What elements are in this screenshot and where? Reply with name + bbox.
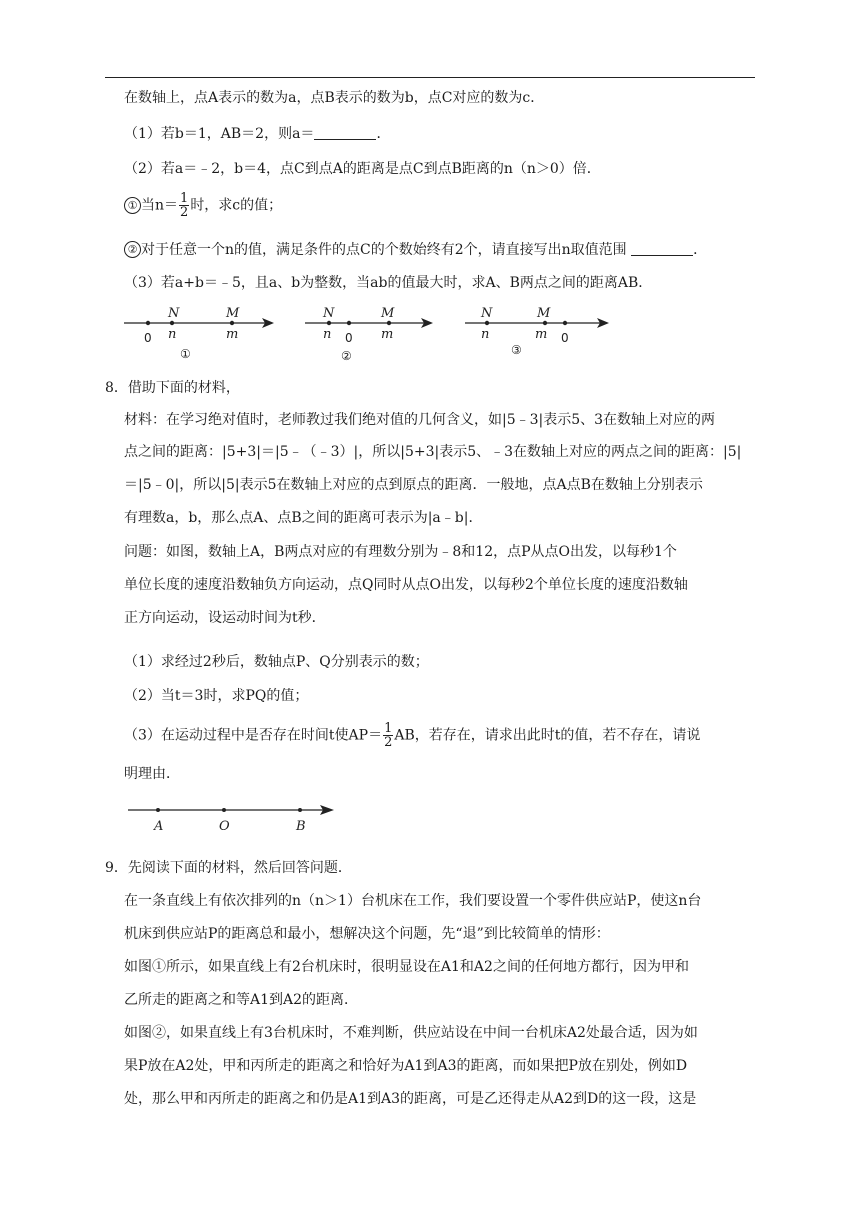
tick-0: 0 xyxy=(345,331,353,345)
circled-one: ① xyxy=(124,197,141,214)
p7-q2-1: ① 当n＝ $\frac{1}{2}$ 时，求c的值； xyxy=(124,192,282,219)
header-rule xyxy=(105,77,755,78)
p7-q2-2: ② 对于任意一个n的值，满足条件的点C的个数始终有2个，请直接写出n取值范围 ． xyxy=(124,240,707,260)
tick-n: n xyxy=(323,327,332,342)
label-A: A xyxy=(154,819,164,834)
label-M: M xyxy=(537,306,551,321)
answer-blank[interactable] xyxy=(631,241,693,256)
label-M: M xyxy=(226,306,240,321)
p9-line-5: 如图②，如果直线上有3台机床时，不难判断，供应站设在中间一台机床A2处最合适，因为如 xyxy=(124,1025,698,1041)
number-line-figure-AOB xyxy=(124,800,344,840)
p8-q3: （3）在运动过程中是否存在时间t使AP＝ $\frac{1}{2}$ AB，若存在，请求出此时t的值，若不存在，请说 xyxy=(124,721,701,750)
p8-material-1: 材料：在学习绝对值时，老师教过我们绝对值的几何含义，如|5﹣3|表示5、3在数轴上对应的两 xyxy=(124,412,716,428)
fraction-half: $\frac{1}{2}$ xyxy=(180,191,189,220)
answer-blank[interactable] xyxy=(314,125,376,140)
caption-2: ② xyxy=(341,349,352,363)
p8-title: 8．借助下面的材料， xyxy=(105,380,240,396)
p9-line-6: 果P放在A2处，甲和丙所走的距离之和恰好为A1到A3的距离，而如果把P放在别处，例如D xyxy=(124,1058,688,1074)
p8-q2: （2）当t＝3时，求PQ的值； xyxy=(124,688,309,704)
p8-question-2: 单位长度的速度沿数轴负方向运动，点Q同时从点O出发，以每秒2个单位长度的速度沿数轴 xyxy=(124,577,688,593)
tick-0: 0 xyxy=(144,331,152,345)
tick-n: n xyxy=(168,327,177,342)
p7-q2: （2）若a＝﹣2，b＝4，点C到点A的距离是点C到点B距离的n（n＞0）倍． xyxy=(124,161,601,177)
p7-q1: （1）若b＝1，AB＝2，则a＝ ． xyxy=(124,126,391,142)
tick-m: m xyxy=(226,327,239,342)
p8-q3-end: 明理由． xyxy=(124,766,180,782)
tick-m: m xyxy=(381,327,394,342)
p8-material-2: 点之间的距离：|5+3|＝|5﹣（﹣3）|，所以|5+3|表示5、﹣3在数轴上对应的两点之间的距离：|5| xyxy=(124,444,742,460)
p9-title: 9．先阅读下面的材料，然后回答问题． xyxy=(105,860,352,876)
number-line-figure-3 xyxy=(465,300,615,365)
p9-line-3: 如图①所示，如果直线上有2台机床时，很明显设在A1和A2之间的任何地方都行，因为甲和 xyxy=(124,959,689,975)
tick-n: n xyxy=(481,327,490,342)
circled-two: ② xyxy=(124,241,141,258)
label-N: N xyxy=(168,306,180,321)
caption-1: ① xyxy=(180,347,191,361)
p9-line-1: 在一条直线上有依次排列的n（n＞1）台机床在工作，我们要设置一个零件供应站P，使这n台 xyxy=(124,893,702,909)
p8-question-3: 正方向运动，设运动时间为t秒． xyxy=(124,610,326,626)
p9-line-7: 处，那么甲和丙所走的距离之和仍是A1到A3的距离，可是乙还得走从A2到D的这一段，这是 xyxy=(124,1091,697,1107)
p9-line-4: 乙所走的距离之和等A1到A2的距离． xyxy=(124,992,359,1008)
label-M: M xyxy=(381,306,395,321)
p8-material-3: ＝|5﹣0|，所以|5|表示5在数轴上对应的点到原点的距离．一般地，点A点B在数轴上分别表示 xyxy=(124,477,703,493)
p7-q3: （3）若a+b＝﹣5，且a、b为整数，当ab的值最大时，求A、B两点之间的距离AB． xyxy=(124,275,653,291)
number-line-figure-2 xyxy=(305,300,445,365)
label-B: B xyxy=(296,819,306,834)
label-O: O xyxy=(219,819,230,834)
p8-q1: （1）求经过2秒后，数轴点P、Q分别表示的数； xyxy=(124,654,429,670)
label-N: N xyxy=(481,306,493,321)
caption-3: ③ xyxy=(511,343,522,357)
p8-material-4: 有理数a，b，那么点A、点B之间的距离可表示为|a﹣b|． xyxy=(124,510,483,526)
p8-question-1: 问题：如图，数轴上A，B两点对应的有理数分别为﹣8和12，点P从点O出发，以每秒1个 xyxy=(124,544,677,560)
number-line-figure-1 xyxy=(124,300,284,365)
label-N: N xyxy=(323,306,335,321)
p7-intro: 在数轴上，点A表示的数为a，点B表示的数为b，点C对应的数为c． xyxy=(124,90,545,106)
tick-0: 0 xyxy=(561,331,569,345)
p9-line-2: 机床到供应站P的距离总和最小，想解决这个问题，先“退”到比较简单的情形： xyxy=(124,926,610,942)
fraction-half: $\frac{1}{2}$ xyxy=(384,721,393,750)
tick-m: m xyxy=(535,327,548,342)
